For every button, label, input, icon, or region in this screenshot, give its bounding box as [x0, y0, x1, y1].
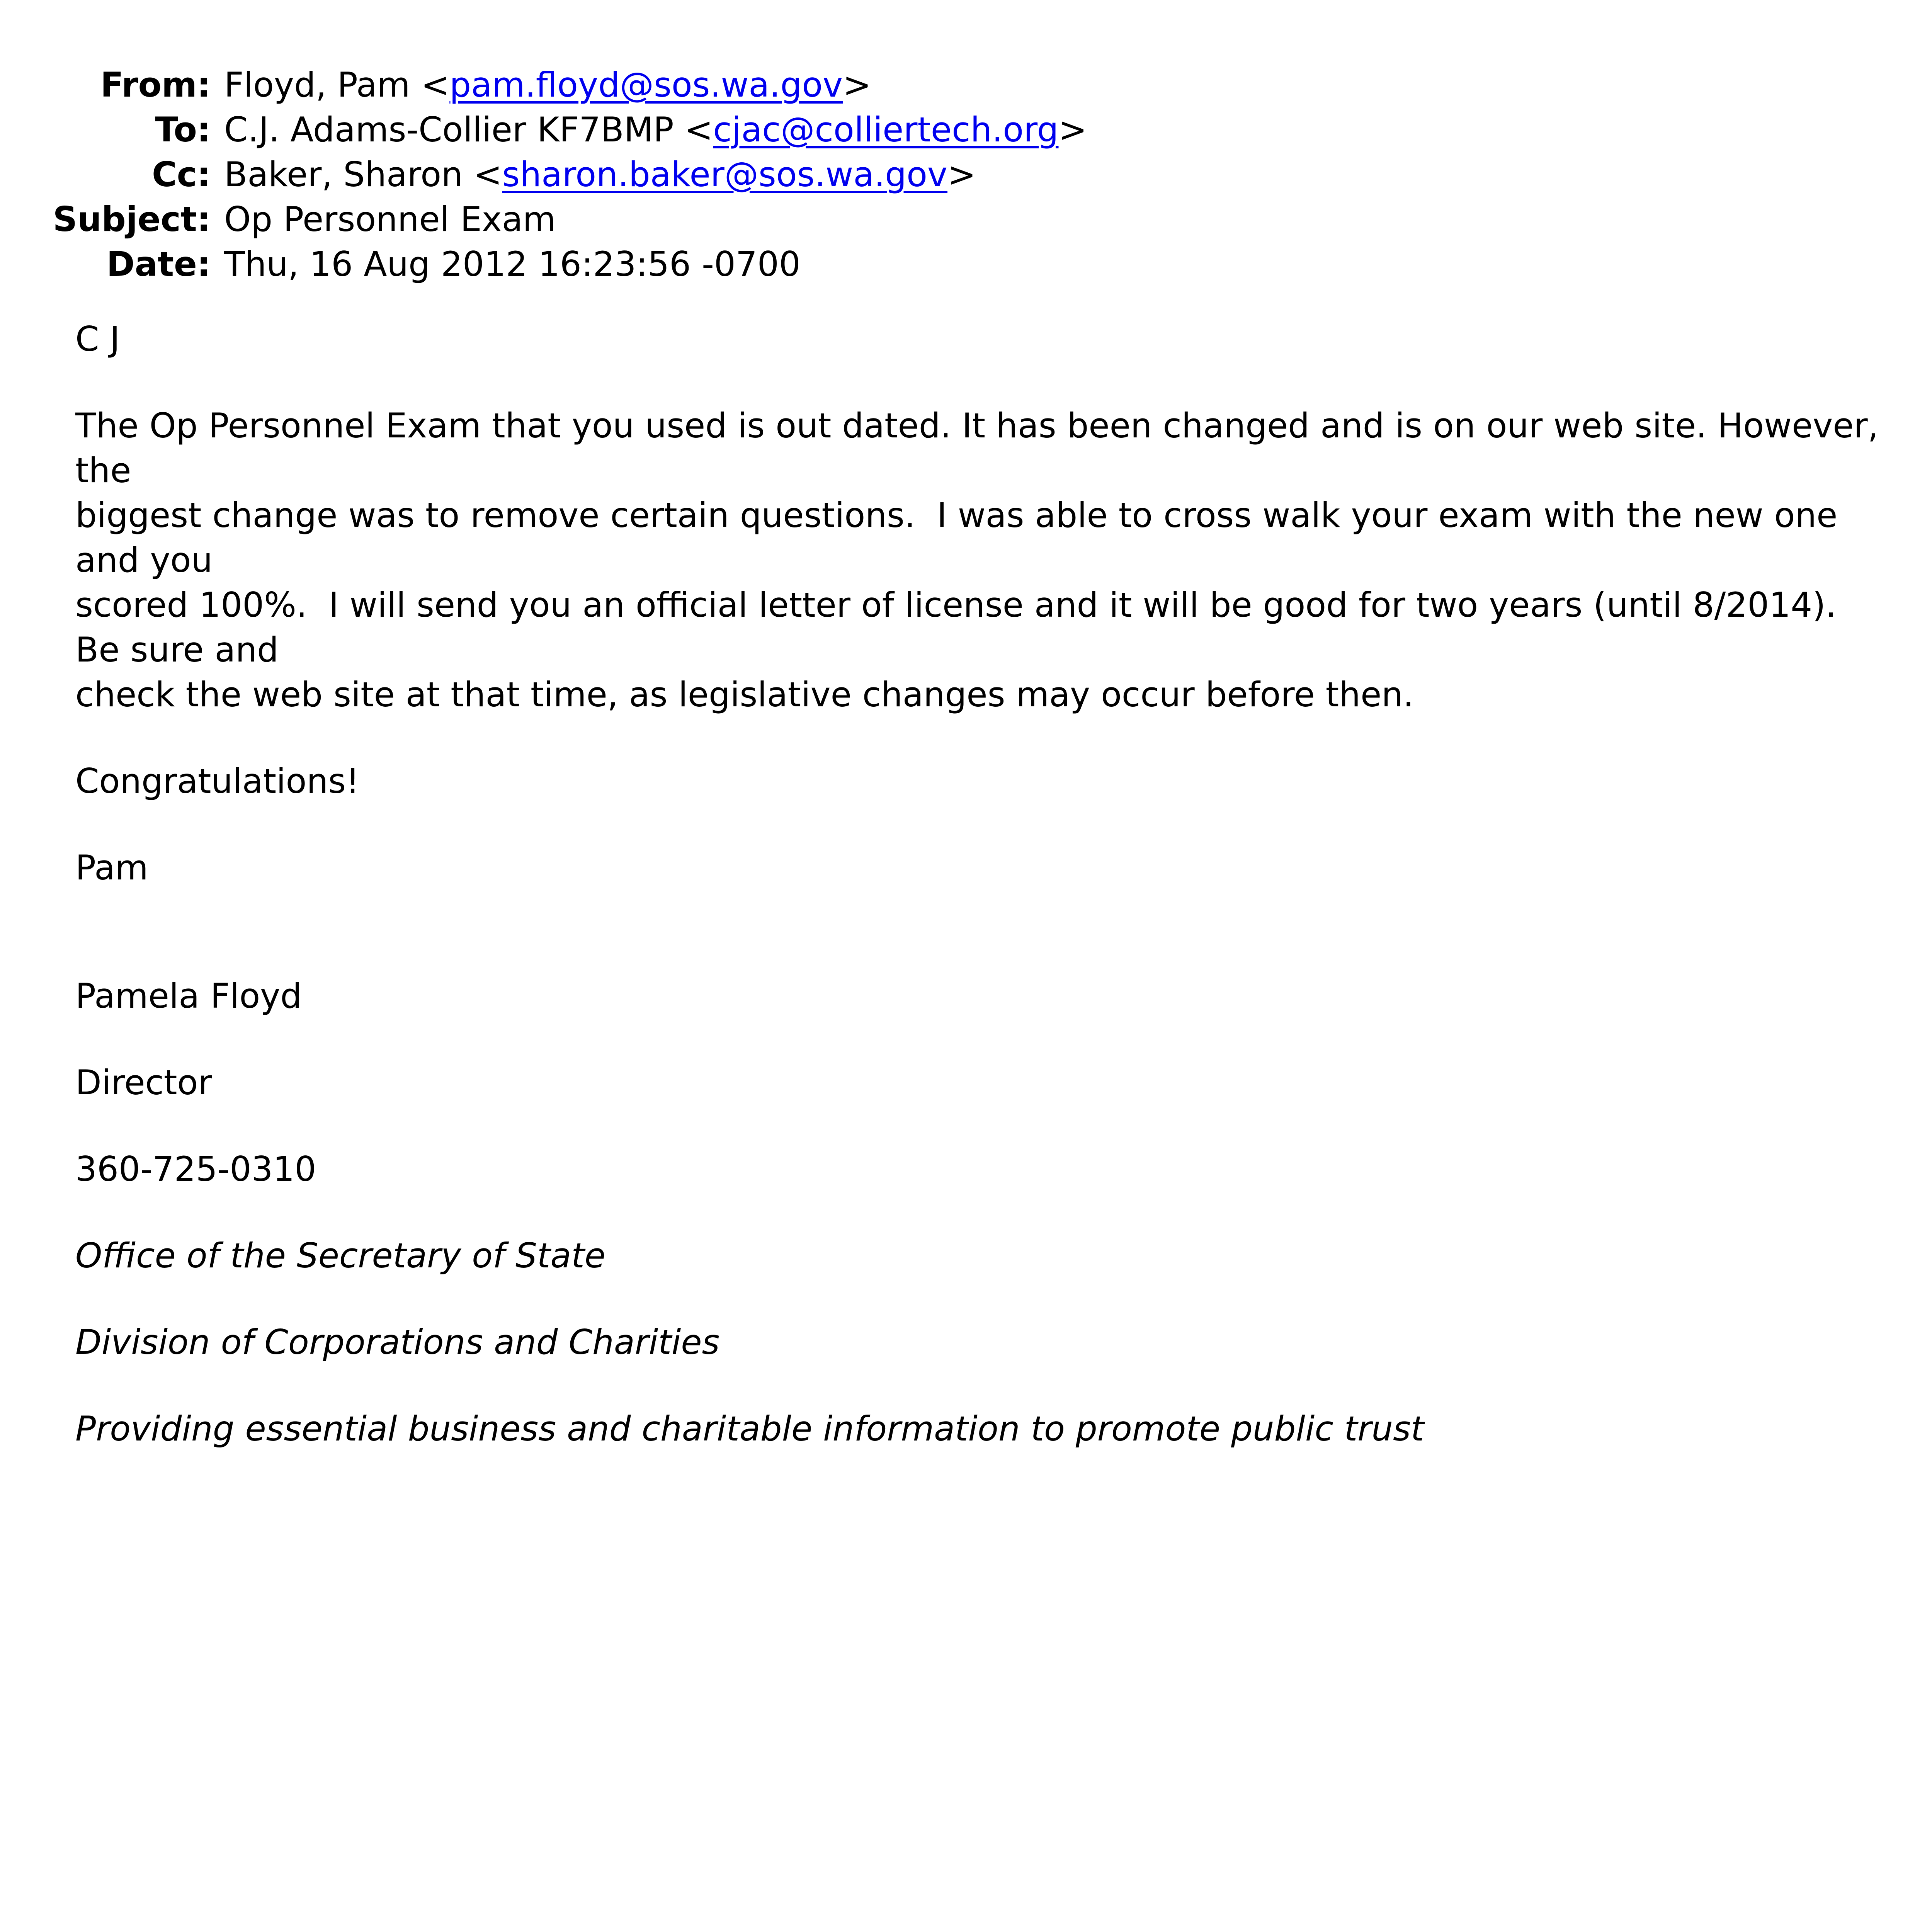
to-value — [224, 107, 1087, 152]
greeting: C J — [75, 319, 120, 359]
subject-row — [0, 197, 1932, 242]
from-suffix: > — [843, 65, 871, 105]
date-value: Thu, 16 Aug 2012 16:23:56 -0700 — [224, 244, 801, 284]
main-paragraph-line-1: The Op Personnel Exam that you used is out dated. It has been changed and is on our web site. However, the — [75, 406, 1889, 490]
cc-email-link[interactable]: sharon.baker@sos.wa.gov — [502, 155, 947, 194]
main-paragraph-line-3: scored 100%. I will send you an official letter of license and it will be good for two years (until 8/2014). Be sure and — [75, 585, 1869, 670]
main-paragraph — [75, 403, 1891, 717]
signature-title: Director — [75, 1063, 212, 1102]
from-name: Floyd, Pam < — [224, 65, 450, 105]
from-label: From: — [100, 65, 211, 105]
to-suffix: > — [1058, 110, 1087, 150]
email-headers — [0, 63, 1932, 287]
main-paragraph-line-4: check the web site at that time, as legislative changes may occur before then. — [75, 675, 1414, 714]
date-row — [0, 242, 1932, 287]
main-paragraph-line-2: biggest change was to remove certain questions. I was able to cross walk your exam with the new one and you — [75, 495, 1849, 580]
from-row — [0, 63, 1932, 107]
congratulations-text: Congratulations! — [75, 761, 360, 801]
cc-suffix: > — [947, 155, 976, 194]
signature-name: Pamela Floyd — [75, 976, 302, 1016]
cc-row — [0, 152, 1932, 197]
signoff-name: Pam — [75, 848, 148, 888]
subject-value: Op Personnel Exam — [224, 199, 556, 239]
to-name: C.J. Adams-Collier KF7BMP < — [224, 110, 713, 150]
email-body — [75, 317, 1891, 1493]
cc-value — [224, 152, 976, 197]
signature-phone: 360-725-0310 — [75, 1149, 316, 1189]
subject-label: Subject: — [53, 199, 211, 239]
signature-motto: Providing essential business and charitable information to promote public trust — [75, 1409, 1424, 1449]
cc-label: Cc: — [152, 155, 211, 194]
signature-office: Office of the Secretary of State — [75, 1236, 605, 1276]
from-value — [224, 63, 871, 107]
signature-division: Division of Corporations and Charities — [75, 1322, 720, 1362]
to-label: To: — [155, 110, 211, 150]
date-label: Date: — [106, 244, 211, 284]
to-row — [0, 107, 1932, 152]
from-email-link[interactable]: pam.floyd@sos.wa.gov — [449, 65, 843, 105]
cc-name: Baker, Sharon < — [224, 155, 502, 194]
to-email-link[interactable]: cjac@colliertech.org — [713, 110, 1059, 150]
